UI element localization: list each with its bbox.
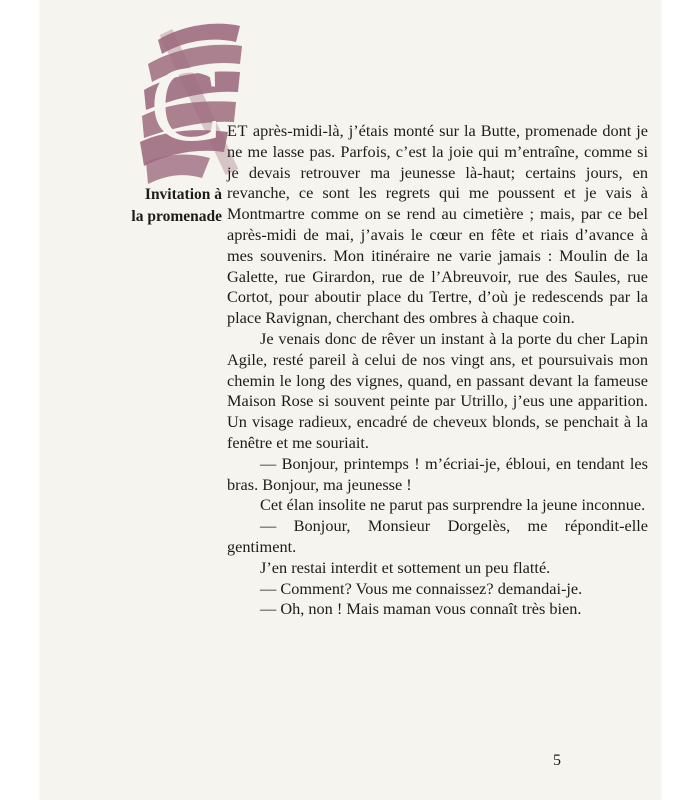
drop-cap-letter: C bbox=[149, 45, 223, 164]
paragraph-1 bbox=[227, 121, 648, 329]
paragraph-2: Je venais donc de rêver un instant à la porte du cher Lapin Agile, resté pareil à celui de nos vingt ans, et poursuivais mon chemin le long des vignes, quand, en passant devant la fameuse Maison Rose si souvent peinte par Utrillo, j’eus une apparition. Un visage radieux, encadré de cheveux blonds, se penchait à la fenêtre et me souriait. bbox=[227, 328, 648, 452]
paragraph-1-text: après-midi-là, j’étais monté sur la Butte, promenade dont je ne me lasse pas. Parfois, c’est la joie qui m’entraîne, comme si je devais retrouver ma jeunesse là-haut; certains jours, en revanche, ce sont les regrets qui me poussent et je vais à Montmartre comme on se rend au cimetière ; mais, par ce bel après-midi de mai, j’avais le cœur en fête et riais d’avance à mes souvenirs. Mon itinéraire ne varie jamais : Moulin de la Galette, rue Girardon, rue de l’Abreuvoir, rue des Saules, rue Cortot, pour aboutir place du Tertre, d’où je redescends par la place Ravignan, cherchant des ombres à chaque coin. bbox=[227, 121, 648, 328]
book-page bbox=[40, 0, 661, 800]
page-number: 5 bbox=[553, 752, 561, 769]
paragraph-7: — Comment? Vous me connaissez? demandai-je. bbox=[260, 578, 583, 598]
margin-heading-line-1: Invitation à bbox=[144, 186, 222, 203]
paragraph-3: — Bonjour, printemps ! m’écriai-je, ébloui, en tendant les bras. Bonjour, ma jeunesse ! bbox=[227, 453, 648, 494]
paragraph-4: Cet élan insolite ne parut pas surprendre la jeune inconnue. bbox=[260, 495, 646, 515]
paragraph-6: J’en restai interdit et sottement un peu flatté. bbox=[260, 557, 551, 577]
paragraph-8: — Oh, non ! Mais maman vous connaît très bien. bbox=[260, 599, 582, 619]
paragraph-5: — Bonjour, Monsieur Dorgelès, me répondit-elle gentiment. bbox=[227, 516, 648, 556]
margin-heading-line-2: la promenade bbox=[131, 208, 222, 225]
body-text bbox=[227, 121, 648, 620]
opening-caps: ET bbox=[227, 121, 248, 140]
